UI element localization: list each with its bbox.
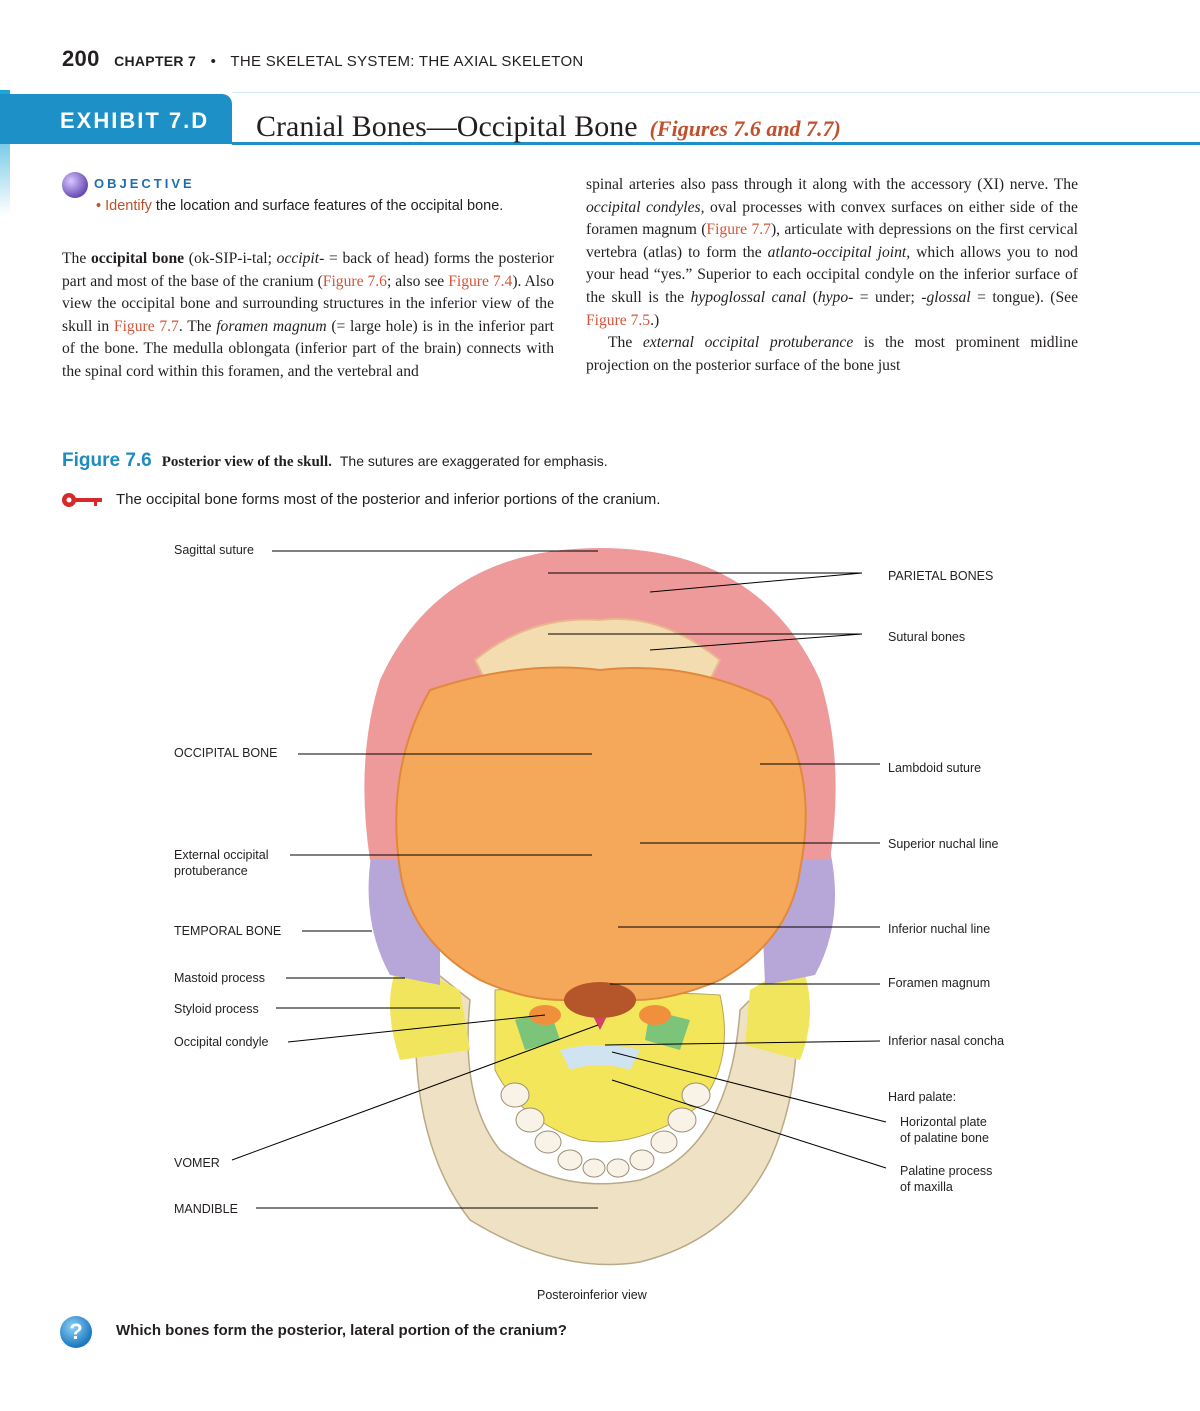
chapter-title: THE SKELETAL SYSTEM: THE AXIAL SKELETON	[230, 53, 584, 70]
label-inferior-nuchal: Inferior nuchal line	[888, 922, 991, 936]
text-run: .)	[650, 311, 660, 329]
exhibit-figures-ref[interactable]: (Figures 7.6 and 7.7)	[649, 116, 841, 141]
term-occipital-condyles: occipital condyles,	[586, 198, 705, 216]
label-temporal-bone: TEMPORAL BONE	[174, 924, 282, 938]
label-mandible: MANDIBLE	[174, 1202, 238, 1216]
objective-icon	[62, 172, 88, 198]
text-run: (	[806, 288, 818, 306]
band-top-rule	[232, 92, 1200, 93]
label-palatine-process-1: Palatine process	[900, 1164, 993, 1178]
header-bullet: •	[210, 53, 217, 70]
label-inferior-nasal-concha: Inferior nasal concha	[888, 1034, 1005, 1048]
figure-caption	[62, 450, 608, 472]
figure-link[interactable]: Figure 7.7	[113, 317, 179, 335]
text-run: ), articulate with depressions on the first cervical vertebra (atlas) to form the	[586, 221, 1078, 261]
term-occipital-bone: occipital bone	[90, 250, 185, 267]
question-icon: ?	[60, 1316, 92, 1348]
text-run: (ok-SIP-i-tal;	[184, 250, 277, 267]
label-sagittal-suture: Sagittal suture	[174, 543, 254, 557]
label-foramen-magnum: Foramen magnum	[888, 976, 991, 990]
text-run: ; also see	[386, 272, 449, 290]
exhibit-label: EXHIBIT 7.D	[60, 108, 210, 133]
figure-link[interactable]: Figure 7.7	[706, 221, 771, 239]
label-styloid-process: Styloid process	[174, 1002, 259, 1016]
label-horizontal-plate-1: Horizontal plate	[900, 1115, 987, 1129]
term-occipit: occipit-	[276, 250, 325, 267]
figure-number: Figure 7.6	[62, 450, 152, 471]
term-ext-occ-protuberance: external occipital protuberance	[642, 334, 854, 352]
figure-link[interactable]: Figure 7.6	[322, 272, 387, 290]
label-horizontal-plate-2: of palatine bone	[900, 1131, 989, 1145]
text-run: spinal arteries also pass through it along with the accessory (XI) nerve. The	[586, 176, 1078, 193]
text-run: = under;	[853, 288, 922, 306]
objective-heading: OBJECTIVE	[94, 176, 195, 191]
view-caption: Posteroinferior view	[537, 1288, 647, 1302]
figure-subtitle: The sutures are exaggerated for emphasis.	[339, 453, 608, 469]
condyle-right	[639, 1005, 671, 1025]
chapter-label: CHAPTER 7	[114, 53, 197, 69]
foramen-magnum-shape	[564, 982, 636, 1018]
text-run: . The	[178, 317, 217, 335]
exhibit-title	[256, 110, 841, 144]
label-ext-occ-2: protuberance	[174, 864, 248, 878]
exhibit-title-text: Cranial Bones—Occipital Bone	[256, 110, 638, 143]
key-statement: The occipital bone forms most of the posterior and inferior portions of the cranium.	[116, 491, 661, 508]
occipital-shape	[396, 668, 805, 1001]
label-superior-nuchal: Superior nuchal line	[888, 837, 999, 851]
figure-link[interactable]: Figure 7.4	[448, 272, 513, 290]
text-run: ). Also view the occipital bone and surrounding structures in the inferior view of the skull in	[62, 272, 555, 335]
figure-link[interactable]: Figure 7.5	[586, 311, 651, 329]
objective-item	[96, 195, 556, 217]
term-hypoglossal-canal: hypoglossal canal	[690, 288, 807, 306]
text-run: The	[62, 250, 91, 267]
label-occipital-bone: OCCIPITAL BONE	[174, 746, 278, 760]
label-ext-occ-1: External occipital	[174, 848, 269, 862]
label-occipital-condyle: Occipital condyle	[174, 1035, 269, 1049]
text-run: = tongue). (See	[970, 288, 1078, 306]
label-vomer: VOMER	[174, 1156, 220, 1170]
body-column-left	[62, 248, 554, 384]
objective-text: the location and surface features of the occipital bone.	[151, 198, 504, 214]
key-icon	[60, 491, 104, 509]
term-atlanto-occipital: atlanto-occipital joint,	[767, 243, 911, 261]
text-run: The	[608, 334, 643, 352]
label-mastoid-process: Mastoid process	[174, 971, 266, 985]
label-hard-palate: Hard palate:	[888, 1090, 957, 1104]
term-foramen-magnum: foramen magnum	[216, 317, 327, 335]
label-parietal-bones: PARIETAL BONES	[888, 569, 994, 583]
body-column-right	[586, 174, 1078, 377]
running-header	[62, 46, 584, 72]
page-number: 200	[62, 46, 100, 71]
figure-title: Posterior view of the skull.	[161, 454, 332, 470]
question-text: Which bones form the posterior, lateral portion of the cranium?	[116, 1322, 567, 1339]
label-palatine-process-2: of maxilla	[900, 1180, 953, 1194]
term-glossal: -glossal	[921, 288, 971, 306]
text-run: is the most prominent midline projection on the posterior surface of the bone just	[586, 334, 1078, 374]
text-run: = back of head) forms the posterior part and most of the base of the cranium (	[62, 250, 554, 290]
text-run: (= large hole) is in the inferior part of the bone. The medulla oblongata (inferior part of the brain) connects with the spinal cord within this foramen, and the vertebral and	[62, 317, 554, 380]
term-hypo: hypo-	[817, 288, 854, 306]
text-run: which allows you to nod your head “yes.” Superior to each occipital condyle on the inferior surface of the skull is the	[586, 243, 1078, 306]
label-sutural-bones: Sutural bones	[888, 630, 966, 644]
text-run: oval processes with convex surfaces on either side of the foramen magnum (	[586, 198, 1078, 239]
objective-verb: Identify	[105, 198, 152, 214]
skull-illustration	[0, 520, 1200, 1300]
label-lambdoid-suture: Lambdoid suture	[888, 761, 982, 775]
objective-bullet: •	[96, 198, 102, 214]
